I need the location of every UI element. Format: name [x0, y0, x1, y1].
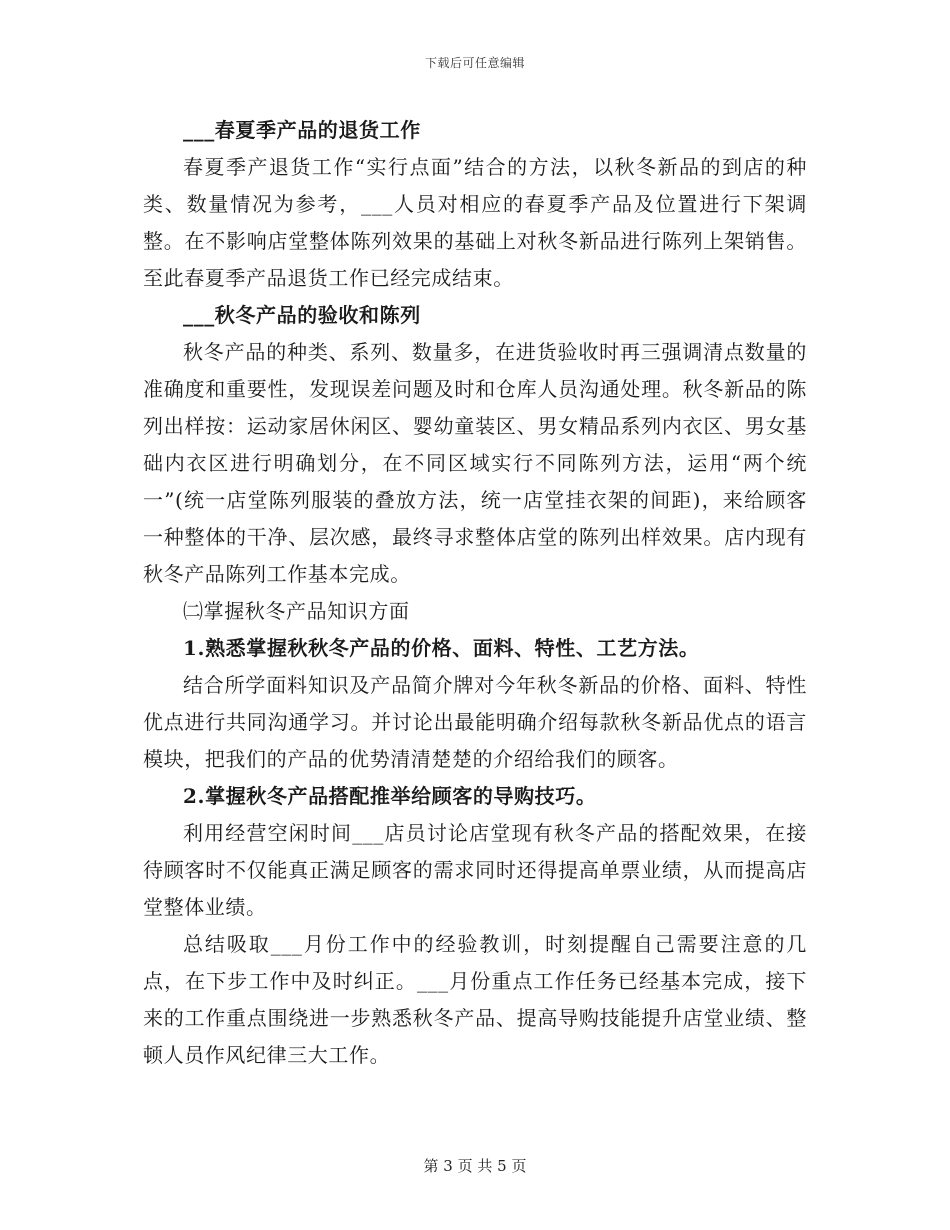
item-heading-2: 2.掌握秋冬产品搭配推举给顾客的导购技巧。	[183, 784, 597, 808]
paragraph-acceptance-display: 秋冬产品的种类、系列、数量多，在进货验收时再三强调清点数量的准确度和重要性，发现误差问题及时和仓库人员沟通处理。秋冬新品的陈列出样按：运动家居休闲区、婴幼童装区、男女精品系列内衣区、男女基础内衣区进行明确划分，在不同区域实行不同陈列方法，运用“两个统一”(统一店堂陈列服装的叠放方法，统一店堂挂衣架的间距)，来给顾客一种整体的干净、层次感，最终寻求整体店堂的陈列出样效果。店内现有秋冬产品陈列工作基本完成。	[143, 340, 807, 586]
page-footer: 第 3 页 共 5 页	[423, 1157, 527, 1175]
paragraph-summary: 总结吸取___月份工作中的经验教训，时刻提醒自己需要注意的几点，在下步工作中及时纠正。___月份重点工作任务已经基本完成，接下来的工作重点围绕进一步熟悉秋冬产品、提高导购技能提升店堂业绩、整顿人员作风纪律三大工作。	[143, 932, 807, 1067]
page-header: 下载后可任意编辑	[424, 56, 525, 70]
paragraph-sales-skills: 利用经营空闲时间___店员讨论店堂现有秋冬产品的搭配效果，在接待顾客时不仅能真正满足顾客的需求同时还得提高单票业绩，从而提高店堂整体业绩。	[143, 821, 807, 919]
document-body	[143, 112, 807, 1074]
section-heading-autumn-winter-acceptance: ___秋冬产品的验收和陈列	[183, 303, 421, 327]
section-heading-spring-summer-returns: ___春夏季产品的退货工作	[183, 118, 421, 142]
paragraph-returns: 春夏季产退货工作“实行点面”结合的方法，以秋冬新品的到店的种类、数量情况为参考，___人员对相应的春夏季产品及位置进行下架调整。在不影响店堂整体陈列效果的基础上对秋冬新品进行陈列上架销售。至此春夏季产品退货工作已经完成结束。	[143, 155, 807, 290]
item-heading-1: 1.熟悉掌握秋秋冬产品的价格、面料、特性、工艺方法。	[183, 636, 700, 660]
paragraph-fabric-knowledge: 结合所学面料知识及产品简介牌对今年秋冬新品的价格、面料、特性优点进行共同沟通学习。并讨论出最能明确介绍每款秋冬新品优点的语言模块，把我们的产品的优势清清楚楚的介绍给我们的顾客。	[143, 673, 807, 771]
subsection-product-knowledge: ㈡掌握秋冬产品知识方面	[183, 599, 410, 623]
